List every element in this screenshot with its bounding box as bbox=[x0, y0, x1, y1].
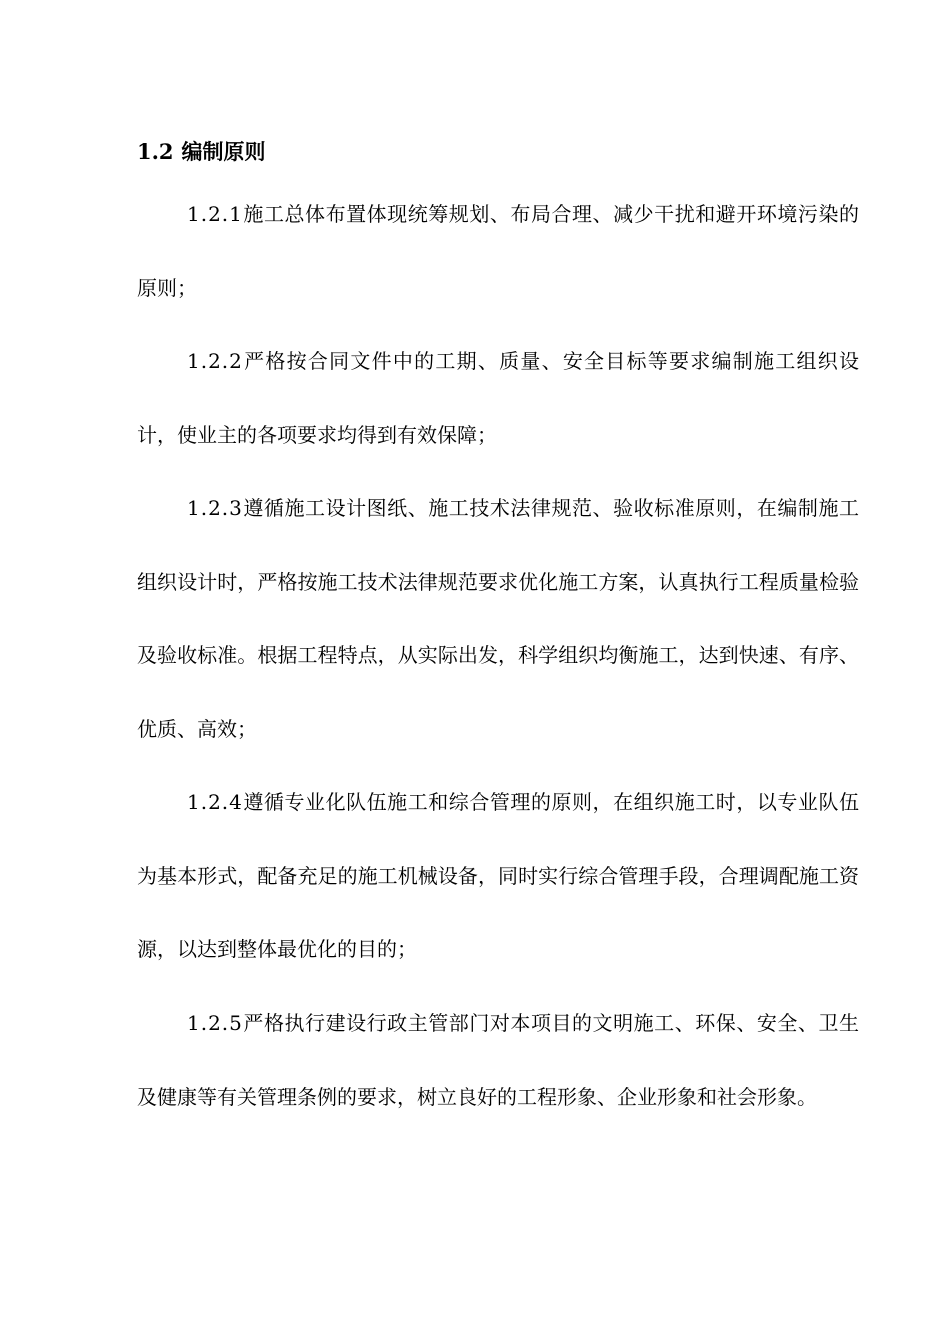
principle-number: 1.2.1 bbox=[187, 202, 243, 226]
principle-text: 严格执行建设行政主管部门对本项目的文明施工、环保、安全、卫生及健康等有关管理条例的要求，树立良好的工程形象、企业形象和社会形象。 bbox=[137, 1011, 859, 1109]
principle-text: 遵循施工设计图纸、施工技术法律规范、验收标准原则，在编制施工组织设计时，严格按施工技术法律规范要求优化施工方案，认真执行工程质量检验及验收标准。根据工程特点，从实际出发，科学组织均衡施工，达到快速、有序、优质、高效； bbox=[137, 496, 859, 741]
principle-paragraph-4 bbox=[137, 766, 859, 987]
principle-text: 遵循专业化队伍施工和综合管理的原则，在组织施工时，以专业队伍为基本形式，配备充足的施工机械设备，同时实行综合管理手段，合理调配施工资源，以达到整体最优化的目的； bbox=[137, 790, 859, 961]
principle-paragraph-2 bbox=[137, 325, 859, 472]
principle-paragraph-1 bbox=[137, 178, 859, 325]
principle-number: 1.2.3 bbox=[187, 496, 243, 520]
principle-number: 1.2.4 bbox=[187, 790, 243, 814]
section-title: 编制原则 bbox=[181, 139, 266, 164]
principle-paragraph-3 bbox=[137, 472, 859, 766]
principle-number: 1.2.5 bbox=[187, 1011, 243, 1035]
section-number: 1.2 bbox=[137, 139, 174, 164]
principle-number: 1.2.2 bbox=[187, 349, 243, 373]
principle-text: 施工总体布置体现统筹规划、布局合理、减少干扰和避开环境污染的原则； bbox=[137, 202, 859, 300]
section-heading bbox=[137, 134, 266, 170]
principle-paragraph-5 bbox=[137, 987, 859, 1134]
principle-text: 严格按合同文件中的工期、质量、安全目标等要求编制施工组织设计，使业主的各项要求均得到有效保障； bbox=[137, 349, 859, 447]
